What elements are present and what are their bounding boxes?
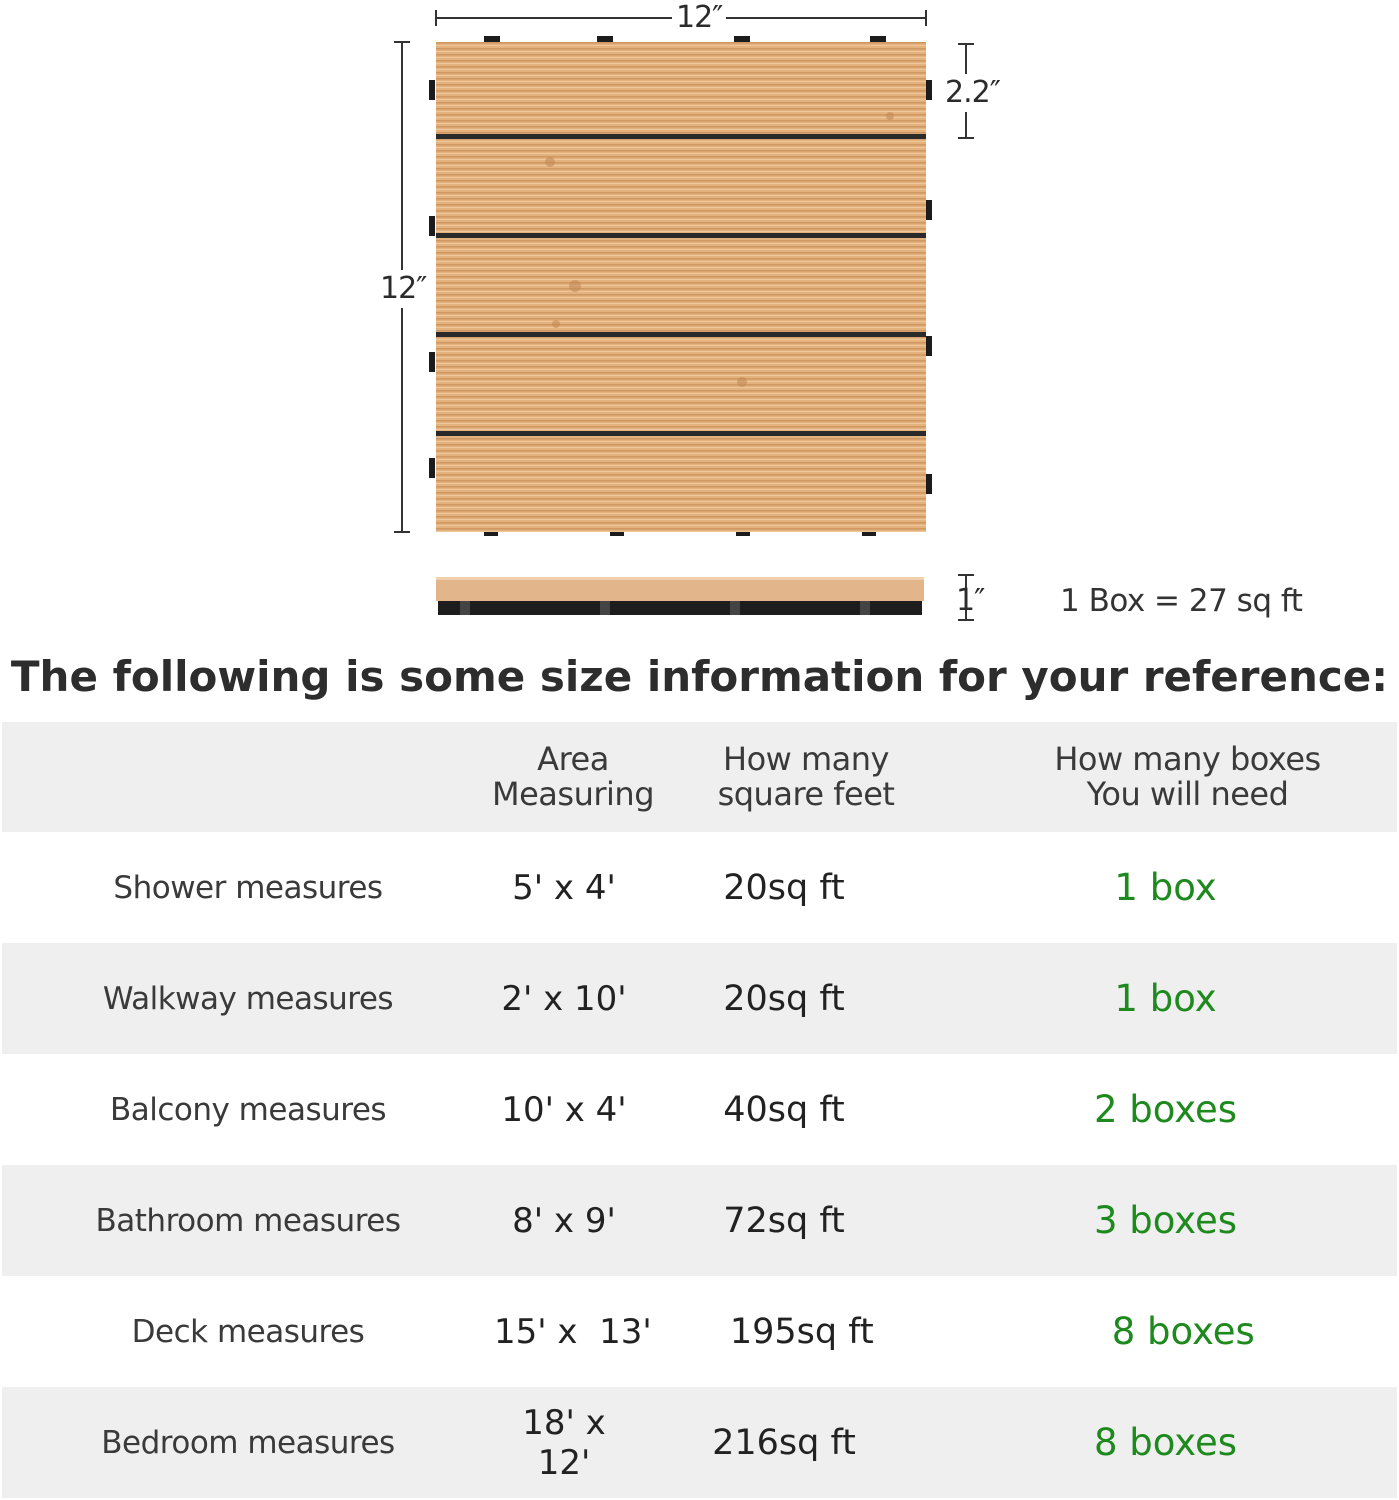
row-sqft: 40sq ft [723, 1089, 845, 1130]
row-label: Shower measures [113, 869, 383, 906]
table-header-row [2, 722, 1397, 832]
table-row [2, 1054, 1397, 1165]
table-row [2, 1276, 1397, 1387]
row-boxes: 3 boxes [1093, 1199, 1238, 1242]
row-sqft: 20sq ft [723, 978, 845, 1019]
row-boxes: 1 box [1114, 866, 1217, 909]
plank-width-label: 2.2″ [945, 75, 1000, 110]
row-measure: 2' x 10' [501, 978, 627, 1019]
table-row [2, 1165, 1397, 1276]
page-title: The following is some size information for your reference: [10, 652, 1389, 701]
row-label: Bathroom measures [95, 1202, 401, 1239]
thickness-label: 1″ [956, 583, 985, 618]
row-label: Balcony measures [109, 1091, 387, 1128]
row-label: Bedroom measures [101, 1424, 395, 1461]
tile-illustration [0, 0, 1399, 640]
row-sqft: 72sq ft [723, 1200, 845, 1241]
plank-gap [436, 233, 926, 238]
row-sqft: 216sq ft [712, 1422, 856, 1463]
row-boxes: 2 boxes [1093, 1088, 1238, 1131]
row-measure: 5' x 4' [512, 867, 616, 908]
row-boxes: 8 boxes [1093, 1421, 1238, 1464]
header-boxes-needed: How many boxes You will need [1054, 740, 1321, 813]
tile-diagram [0, 0, 1399, 640]
header-area-measuring: Area Measuring [492, 740, 654, 813]
tile-side-view [436, 577, 924, 615]
row-sqft: 195sq ft [729, 1311, 874, 1352]
row-label: Walkway measures [102, 980, 394, 1017]
plank-gap [436, 431, 926, 436]
tile-top-view [436, 42, 926, 532]
table-row [2, 1387, 1397, 1498]
width-label: 12″ [672, 3, 726, 33]
size-table [2, 722, 1397, 1498]
table-row [2, 943, 1397, 1054]
plank-gap [436, 134, 926, 139]
header-square-feet: How many square feet [717, 740, 895, 813]
row-measure: 10' x 4' [501, 1089, 627, 1130]
row-label: Deck measures [131, 1313, 365, 1350]
row-boxes: 8 boxes [1111, 1310, 1255, 1353]
plank-gap [436, 332, 926, 337]
height-label: 12″ [380, 271, 427, 306]
row-boxes: 1 box [1114, 977, 1217, 1020]
table-row [2, 832, 1397, 943]
box-coverage-note: 1 Box = 27 sq ft [1060, 583, 1303, 619]
row-measure: 8' x 9' [512, 1200, 616, 1241]
row-sqft: 20sq ft [723, 867, 845, 908]
row-measure: 15' x 13' [494, 1311, 652, 1352]
row-measure: 18' x 12' [522, 1402, 606, 1483]
